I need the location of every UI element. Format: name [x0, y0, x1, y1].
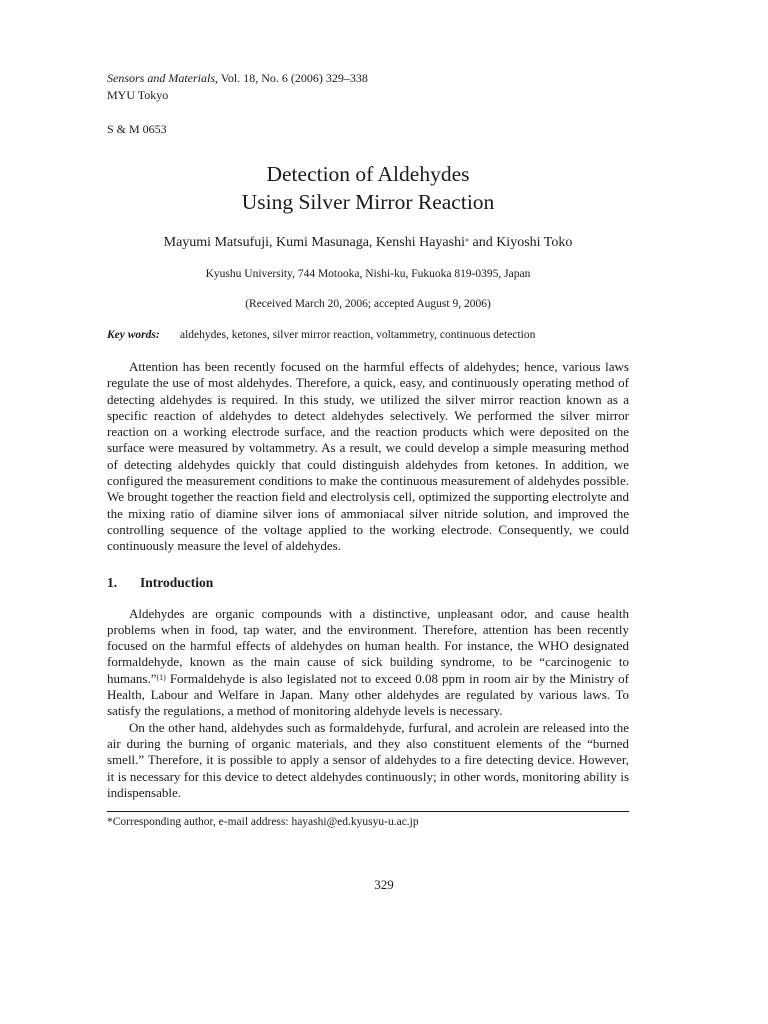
reference-marker: (1) [156, 672, 166, 682]
page-number: 329 [374, 877, 394, 892]
authors-part-2: and Kiyoshi Toko [468, 235, 573, 250]
keywords-text: aldehydes, ketones, silver mirror reaction, voltammetry, continuous detection [180, 329, 536, 341]
author-list [107, 234, 629, 252]
corresponding-author-mark: * [464, 237, 469, 246]
title-line-2: Using Silver Mirror Reaction [241, 190, 495, 214]
intro-paragraph-1 [107, 606, 629, 720]
corresponding-author-footnote: *Corresponding author, e-mail address: hayashi@ed.kyusyu-u.ac.jp [107, 816, 419, 829]
affiliation: Kyushu University, 744 Motooka, Nishi-ku, Fukuoka 819-0395, Japan [205, 268, 531, 280]
intro-paragraph-1-text-b: Formaldehyde is also legislated not to exceed 0.08 ppm in room air by the Ministry of Health, Labour and Welfare in Japan. Many other aldehydes are regulated by various laws. To satisfy the regulations, a method of monitoring aldehyde levels is necessary. [107, 670, 629, 719]
journal-name: Sensors and Materials [107, 71, 215, 85]
abstract: Attention has been recently focused on the harmful effects of aldehydes; hence, various laws regulate the use of most aldehydes. Therefore, a quick, easy, and continuously operating method of detecting aldehydes is required. In this study, we utilized the silver mirror reaction known as a specific reaction of aldehydes to detect aldehydes selectively. We performed the silver mirror reaction on a working electrode surface, and the reaction products which were deposited on the surface were measured by voltammetry. As a result, we could develop a simple measuring method of detecting aldehydes quickly that could distinguish aldehydes from ketones. In addition, we configured the measurement conditions to make the continuous measurement of aldehydes possible. We brought together the reaction field and electrolysis cell, optimized the supporting electrolyte and the mixing ratio of diamine silver ions of ammoniacal silver nitride solution, and improved the controlling sequence of the voltage applied to the working electrode. Consequently, we could continuously measure the level of aldehydes. [107, 359, 629, 554]
manuscript-id: S & M 0653 [107, 122, 167, 136]
intro-paragraph-2: On the other hand, aldehydes such as formaldehyde, furfural, and acrolein are released into the air during the burning of organic materials, and they also constituent elements of the “burned smell.” Therefore, it is possible to apply a sensor of aldehydes to a fire detecting device. However, it is necessary for this device to detect aldehydes continuously; in other words, monitoring ability is indispensable. [107, 719, 629, 800]
section-title: Introduction [140, 574, 214, 590]
section-heading-introduction [107, 574, 629, 592]
publisher: MYU Tokyo [107, 88, 169, 102]
paper-page [107, 70, 629, 830]
journal-citation [107, 70, 629, 87]
paper-title [107, 160, 629, 216]
section-number: 1. [107, 574, 118, 590]
keywords [107, 327, 629, 343]
received-dates: (Received March 20, 2006; accepted August 9, 2006) [245, 298, 491, 310]
authors-part-1: Mayumi Matsufuji, Kumi Masunaga, Kenshi Hayashi [163, 235, 465, 250]
journal-volume-pages: , Vol. 18, No. 6 (2006) 329–338 [215, 71, 368, 85]
footnote-divider [107, 811, 629, 812]
intro-paragraph-1-text-a: Aldehydes are organic compounds with a distinctive, unpleasant odor, and cause health problems when in food, tap water, and the environment. Therefore, attention has been recently focused on the harmful effects of aldehydes on human health. For instance, the WHO designated formaldehyde, known as the main cause of sick building syndrome, to be “carcinogenic to humans.” [107, 605, 629, 686]
keywords-label: Key words: [107, 329, 160, 341]
title-line-1: Detection of Aldehydes [266, 162, 470, 186]
